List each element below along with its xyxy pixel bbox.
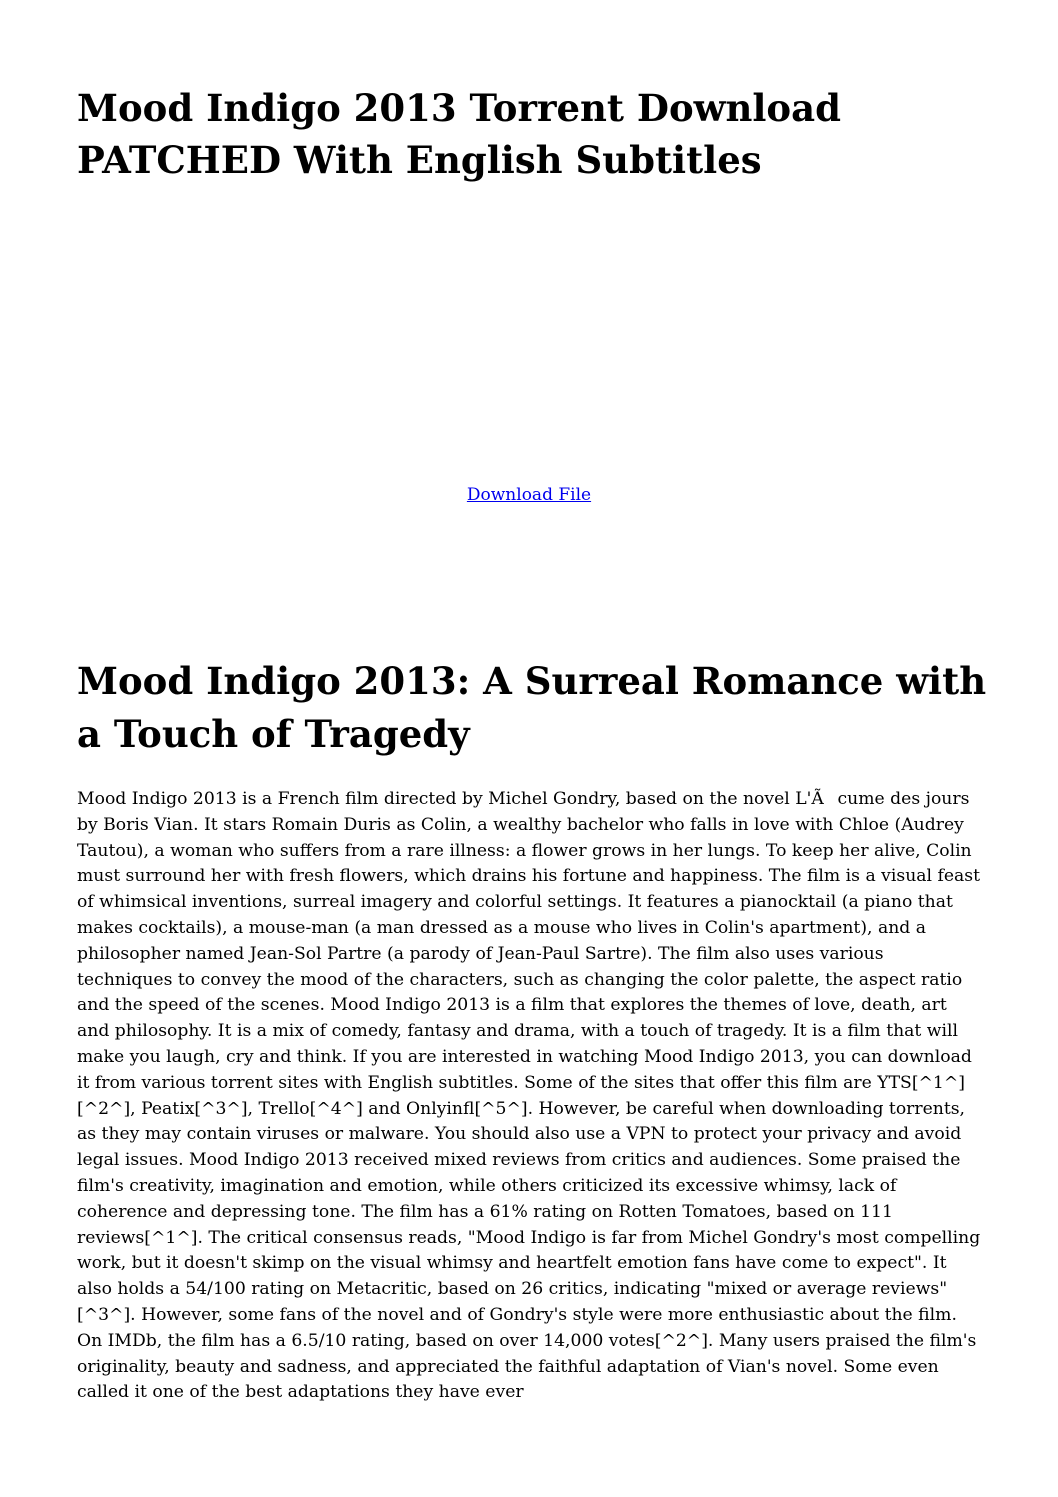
section-heading: Mood Indigo 2013: A Surreal Romance with a Touch of Tragedy: [77, 659, 987, 756]
page-title: Mood Indigo 2013 Torrent Download PATCHED With English Subtitles: [77, 86, 841, 182]
body-paragraph: Mood Indigo 2013 is a French film directed by Michel Gondry, based on the novel L'Ãcume des jours by Boris Vian. It stars Romain Duris as Colin, a wealthy bachelor who falls in love with Chloe (Audrey Tautou), a woman who suffers from a rare illness: a flower grows in her lungs. To keep her alive, Colin must surround her with fresh flowers, which drains his fortune and happiness. The film is a visual feast of whimsical inventions, surreal imagery and colorful settings. It features a pianocktail (a piano that makes cocktails), a mouse-man (a man dressed as a mouse who lives in Colin's apartment), and a philosopher named Jean-Sol Partre (a parody of Jean-Paul Sartre). The film also uses various techniques to convey the mood of the characters, such as changing the color palette, the aspect ratio and the speed of the scenes. Mood Indigo 2013 is a film that explores the themes of love, death, art and philosophy. It is a mix of comedy, fantasy and drama, with a touch of tragedy. It is a film that will make you laugh, cry and think. If you are interested in watching Mood Indigo 2013, you can download it from various torrent sites with English subtitles. Some of the sites that offer this film are YTS[^1^] [^2^], Peatix[^3^], Trello[^4^] and Onlyinfl[^5^]. However, be careful when downloading torrents, as they may contain viruses or malware. You should also use a VPN to protect your privacy and avoid legal issues. Mood Indigo 2013 received mixed reviews from critics and audiences. Some praised the film's creativity, imagination and emotion, while others criticized its excessive whimsy, lack of coherence and depressing tone. The film has a 61% rating on Rotten Tomatoes, based on 111 reviews[^1^]. The critical consensus reads, "Mood Indigo is far from Michel Gondry's most compelling work, but it doesn't skimp on the visual whimsy and heartfelt emotion fans have come to expect". It also holds a 54/100 rating on Metacritic, based on 26 critics, indicating "mixed or average reviews"[^3^]. However, some fans of the novel and of Gondry's style were more enthusiastic about the film. On IMDb, the film has a 6.5/10 rating, based on over 14,000 votes[^2^]. Many users praised the film's originality, beauty and sadness, and appreciated the faithful adaptation of Vian's novel. Some even called it one of the best adaptations they have ever: [77, 789, 981, 1403]
download-link-container: [0, 483, 1058, 507]
download-file-link[interactable]: Download File: [466, 485, 592, 505]
